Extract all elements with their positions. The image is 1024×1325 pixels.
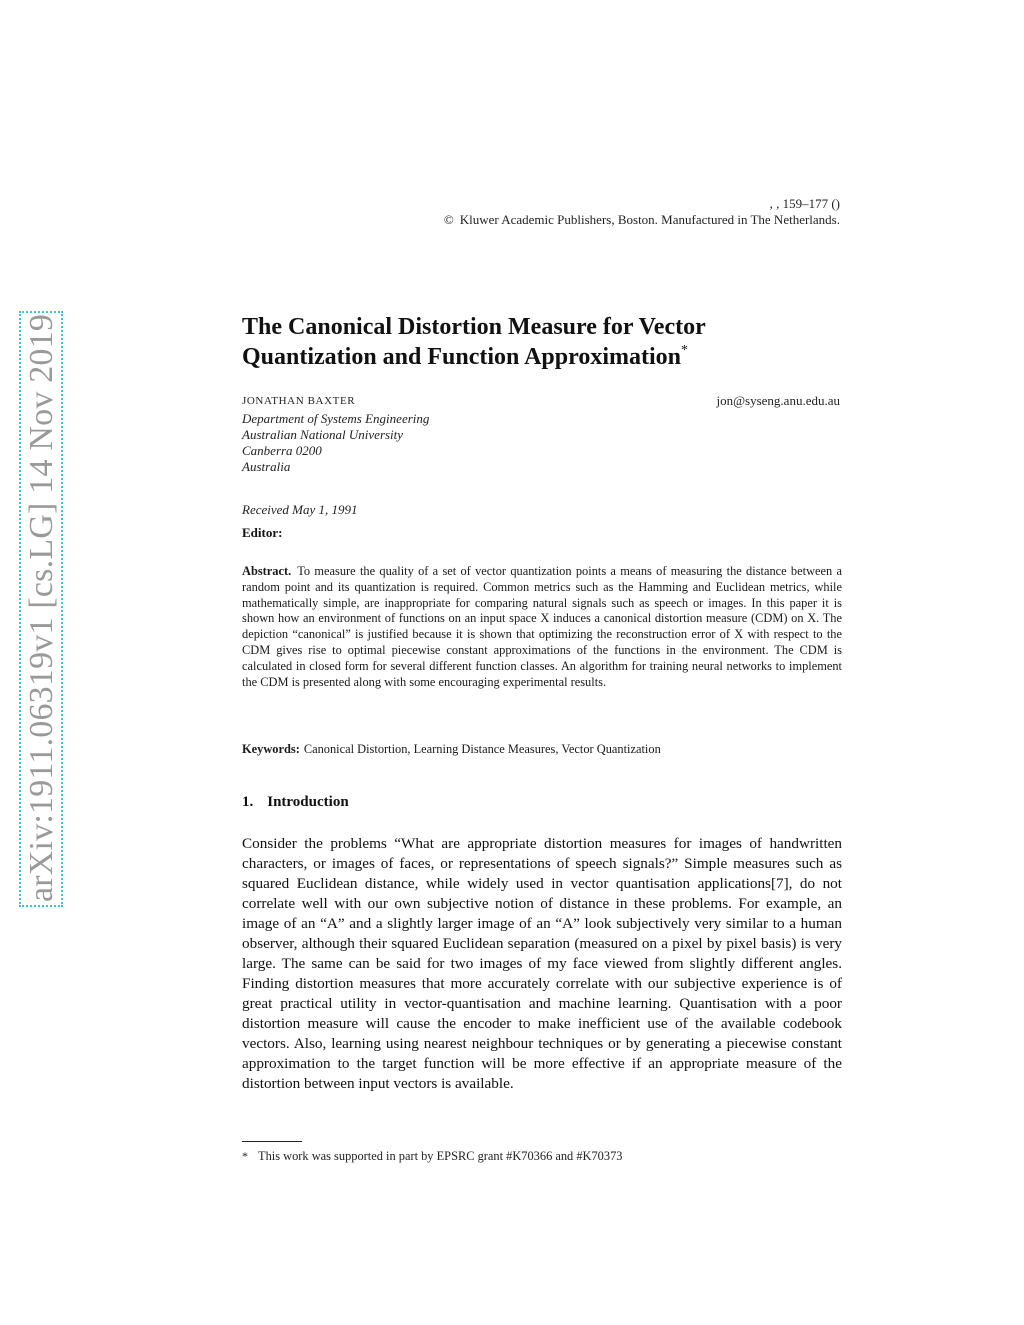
- keywords: [242, 742, 842, 757]
- introduction-paragraph: Consider the problems “What are appropriate distortion measures for images of handwritten characters, or images of faces, or representations of speech signals?” Simple measures such as squared Euclidean distance, while widely used in vector quantisation applications[7], do not correlate well with our own subjective notion of distance in these problems. For example, an image of an “A” and a slightly larger image of an “A” look subjectively very similar to a human observer, although their squared Euclidean separation (measured on a pixel by pixel basis) is very large. The same can be said for two images of my face viewed from slightly different angles. Finding distortion measures that more accurately correlate with our subjective experience is of great practical utility in vector-quantisation and machine learning. Quantisation with a poor distortion measure will cause the encoder to make inefficient use of the available codebook vectors. Also, learning using nearest neighbour techniques or by generating a piecewise constant approximation to the target function will be more effective if an appropriate measure of the distortion between input vectors is available.: [242, 835, 842, 1092]
- title-line-2: [242, 342, 842, 372]
- author-name: JONATHAN BAXTER: [242, 395, 356, 407]
- affiliation-line-1: Department of Systems Engineering: [242, 411, 430, 426]
- footnote-text: This work was supported in part by EPSRC grant #K70366 and #K70373: [258, 1149, 623, 1163]
- journal-pages-line: , , 159–177 (): [769, 196, 840, 211]
- footnote-marker: *: [242, 1149, 248, 1163]
- affiliation-line-4: Australia: [242, 459, 291, 474]
- keywords-label: Keywords:: [242, 742, 300, 756]
- abstract-text: To measure the quality of a set of vector quantization points a means of measuring the distance between a random point and its quantization is required. Common metrics such as the Hamming and Euclidean metrics, while mathematically simple, are inappropriate for comparing natural signals such as speech or images. In this paper it is shown how an environment of functions on an input space X induces a canonical distortion measure (CDM) on X. The depiction “canonical” is justified because it is shown that optimizing the reconstruction error of X with respect to the CDM gives rise to optimal piecewise constant approximations of the functions in the environment. The CDM is calculated in closed form for several different function classes. An algorithm for training neural networks to implement the CDM is presented along with some encouraging experimental results.: [242, 564, 842, 689]
- author-email[interactable]: jon@syseng.anu.edu.au: [716, 393, 840, 408]
- title-line-2-text: Quantization and Function Approximation: [242, 344, 681, 370]
- publisher-line: [444, 212, 840, 228]
- affiliation-line-3: Canberra 0200: [242, 443, 322, 458]
- publisher-text: Kluwer Academic Publishers, Boston. Manufactured in The Netherlands.: [459, 212, 840, 227]
- abstract: [242, 564, 842, 690]
- section-title: Introduction: [267, 794, 349, 810]
- arxiv-identifier-stamp: arXiv:1911.06319v1 [cs.LG] 14 Nov 2019: [23, 313, 60, 903]
- footnote-divider: [242, 1141, 302, 1142]
- abstract-label: Abstract.: [242, 564, 292, 578]
- section-heading-introduction: [242, 794, 349, 811]
- received-date: Received May 1, 1991: [242, 502, 358, 517]
- footnote: [242, 1149, 622, 1164]
- title-line-1: The Canonical Distortion Measure for Vector: [242, 314, 706, 340]
- section-number: 1.: [242, 794, 254, 810]
- title-footnote-marker: *: [680, 343, 688, 358]
- keywords-text: Canonical Distortion, Learning Distance Measures, Vector Quantization: [303, 742, 661, 756]
- editor-label: Editor:: [242, 525, 283, 540]
- affiliation-line-2: Australian National University: [242, 427, 404, 442]
- paper-title: [242, 312, 842, 372]
- copyright-icon: ©: [443, 212, 454, 227]
